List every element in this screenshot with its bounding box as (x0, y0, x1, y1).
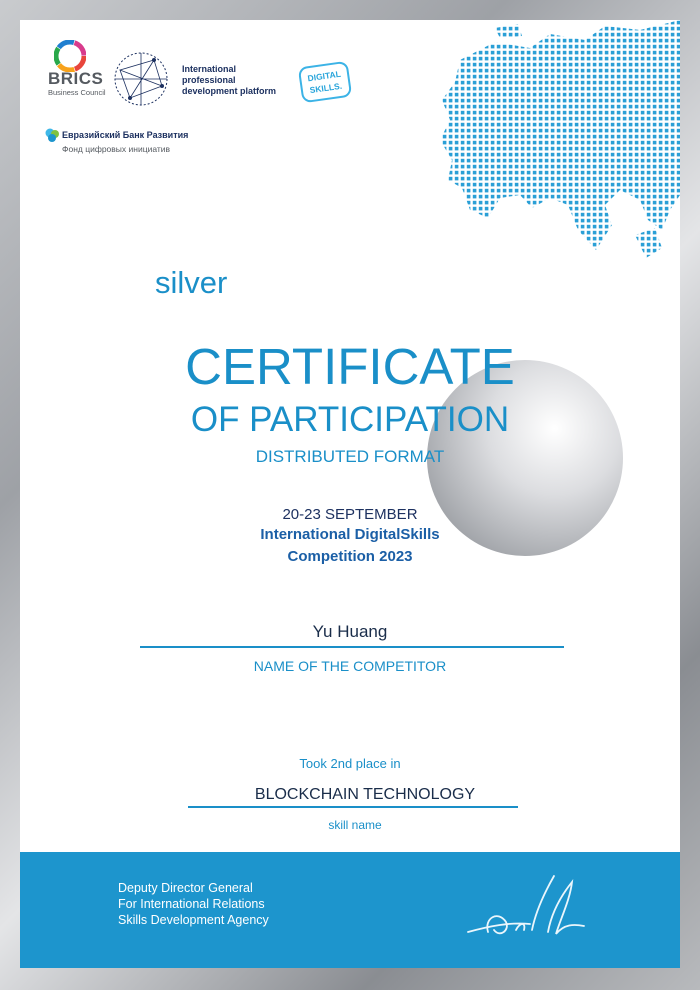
medal-label: silver (155, 265, 228, 300)
ipdp-line-1: International (182, 64, 237, 74)
brics-logo-text: BRICS (48, 69, 104, 88)
world-map-dots (400, 20, 680, 270)
competition-name-line-2: Competition 2023 (287, 548, 413, 565)
eabr-logo-subtext: Фонд цифровых инициатив (62, 144, 171, 154)
network-globe-logo (112, 50, 170, 108)
competition-dates: 20-23 SEPTEMBER (282, 506, 418, 523)
skill-name: BLOCKCHAIN TECHNOLOGY (254, 786, 476, 803)
competitor-name: Yu Huang (312, 622, 388, 641)
certificate-format: DISTRIBUTED FORMAT (255, 447, 445, 466)
ipdp-line-2: professional (182, 75, 236, 85)
brics-star-logo (54, 40, 86, 72)
certificate-subtitle: OF PARTICIPATION (190, 400, 510, 439)
place-text: Took 2nd place in (299, 756, 401, 771)
competitor-underline (140, 646, 564, 648)
skill-underline (188, 806, 518, 808)
digital-skills-line-2: SKILLS. (309, 80, 343, 96)
eabr-leaf-logo (44, 127, 60, 143)
signatory-title (118, 880, 269, 928)
ipdp-logo-text (182, 64, 302, 97)
eabr-logo-text: Евразийский Банк Развития (62, 130, 189, 140)
signatory-line-2: For International Relations (118, 897, 265, 911)
signature (460, 870, 610, 950)
competition-name-line-1: International DigitalSkills (260, 526, 440, 543)
skill-label: skill name (328, 818, 382, 832)
digital-skills-badge (298, 61, 353, 104)
ipdp-line-3: development platform (182, 86, 277, 96)
signatory-line-3: Skills Development Agency (118, 913, 269, 927)
certificate-title: CERTIFICATE (185, 338, 515, 395)
certificate-sheet (20, 20, 680, 968)
signature-footer (20, 852, 680, 968)
competitor-label: NAME OF THE COMPETITOR (253, 658, 447, 674)
digital-skills-line-1: DIGITAL (306, 68, 342, 84)
signatory-line-1: Deputy Director General (118, 881, 253, 895)
brics-logo-subtext: Business Council (48, 88, 106, 97)
